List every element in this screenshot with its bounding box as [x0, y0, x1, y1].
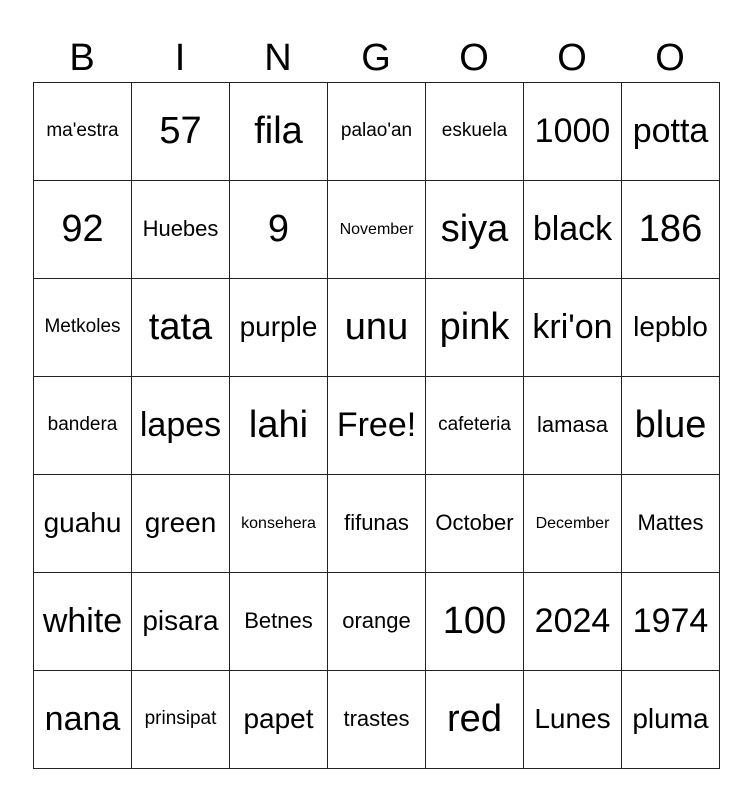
- bingo-cell[interactable]: eskuela: [426, 83, 524, 181]
- bingo-cell[interactable]: trastes: [328, 671, 426, 769]
- bingo-cell[interactable]: October: [426, 475, 524, 573]
- bingo-board: [33, 82, 720, 769]
- bingo-cell[interactable]: unu: [328, 279, 426, 377]
- bingo-cell[interactable]: lahi: [230, 377, 328, 475]
- bingo-cell[interactable]: fifunas: [328, 475, 426, 573]
- bingo-header: [33, 34, 719, 82]
- bingo-cell[interactable]: 1000: [524, 83, 622, 181]
- bingo-cell[interactable]: black: [524, 181, 622, 279]
- bingo-cell[interactable]: guahu: [34, 475, 132, 573]
- header-letter-o-2: O: [557, 37, 587, 79]
- bingo-cell[interactable]: palao'an: [328, 83, 426, 181]
- bingo-cell[interactable]: 100: [426, 573, 524, 671]
- header-letter-b: B: [69, 37, 95, 79]
- header-letter-o: O: [459, 37, 489, 79]
- bingo-cell[interactable]: red: [426, 671, 524, 769]
- bingo-cell[interactable]: Huebes: [132, 181, 230, 279]
- bingo-cell[interactable]: green: [132, 475, 230, 573]
- bingo-cell[interactable]: Lunes: [524, 671, 622, 769]
- bingo-cell[interactable]: Betnes: [230, 573, 328, 671]
- bingo-cell[interactable]: white: [34, 573, 132, 671]
- bingo-cell[interactable]: potta: [622, 83, 720, 181]
- bingo-cell[interactable]: 186: [622, 181, 720, 279]
- bingo-cell[interactable]: Metkoles: [34, 279, 132, 377]
- bingo-cell[interactable]: December: [524, 475, 622, 573]
- bingo-cell[interactable]: Mattes: [622, 475, 720, 573]
- bingo-cell[interactable]: nana: [34, 671, 132, 769]
- bingo-cell[interactable]: tata: [132, 279, 230, 377]
- header-letter-n: N: [264, 37, 292, 79]
- header-letter-i: I: [174, 37, 186, 79]
- bingo-cell[interactable]: orange: [328, 573, 426, 671]
- bingo-cell[interactable]: ma'estra: [34, 83, 132, 181]
- header-letter-o-3: O: [655, 37, 685, 79]
- bingo-cell[interactable]: lamasa: [524, 377, 622, 475]
- bingo-cell[interactable]: siya: [426, 181, 524, 279]
- bingo-cell[interactable]: purple: [230, 279, 328, 377]
- bingo-cell[interactable]: papet: [230, 671, 328, 769]
- bingo-cell[interactable]: prinsipat: [132, 671, 230, 769]
- bingo-cell[interactable]: fila: [230, 83, 328, 181]
- bingo-cell[interactable]: 2024: [524, 573, 622, 671]
- bingo-cell[interactable]: lepblo: [622, 279, 720, 377]
- bingo-cell[interactable]: pisara: [132, 573, 230, 671]
- bingo-cell[interactable]: pluma: [622, 671, 720, 769]
- free-space-cell[interactable]: Free!: [328, 377, 426, 475]
- bingo-cell[interactable]: bandera: [34, 377, 132, 475]
- bingo-cell[interactable]: 1974: [622, 573, 720, 671]
- bingo-cell[interactable]: 9: [230, 181, 328, 279]
- bingo-cell[interactable]: pink: [426, 279, 524, 377]
- bingo-cell[interactable]: 92: [34, 181, 132, 279]
- bingo-cell[interactable]: konsehera: [230, 475, 328, 573]
- bingo-cell[interactable]: lapes: [132, 377, 230, 475]
- bingo-cell[interactable]: blue: [622, 377, 720, 475]
- bingo-cell[interactable]: November: [328, 181, 426, 279]
- bingo-cell[interactable]: kri'on: [524, 279, 622, 377]
- bingo-cell[interactable]: 57: [132, 83, 230, 181]
- header-letter-g: G: [361, 37, 391, 79]
- bingo-cell[interactable]: cafeteria: [426, 377, 524, 475]
